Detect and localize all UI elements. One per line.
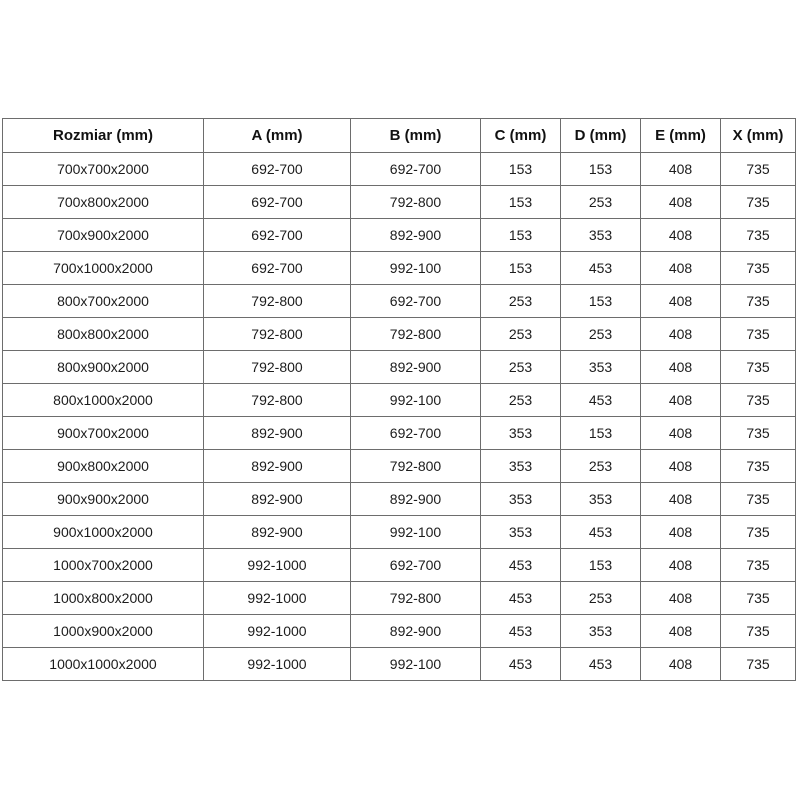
table-cell: 792-800	[351, 450, 481, 483]
table-cell: 692-700	[204, 153, 351, 186]
table-cell: 735	[721, 516, 796, 549]
table-cell: 408	[641, 384, 721, 417]
table-cell: 453	[561, 252, 641, 285]
table-cell: 792-800	[351, 318, 481, 351]
table-cell: 153	[561, 417, 641, 450]
table-cell: 800x800x2000	[3, 318, 204, 351]
table-cell: 735	[721, 318, 796, 351]
table-row	[3, 252, 796, 285]
table-cell: 700x800x2000	[3, 186, 204, 219]
column-header-x: X (mm)	[721, 119, 796, 153]
table-cell: 253	[481, 318, 561, 351]
size-table	[2, 118, 796, 681]
column-header-b: B (mm)	[351, 119, 481, 153]
table-cell: 892-900	[351, 615, 481, 648]
table-cell: 992-100	[351, 384, 481, 417]
table-cell: 892-900	[351, 351, 481, 384]
table-cell: 735	[721, 219, 796, 252]
table-cell: 900x900x2000	[3, 483, 204, 516]
table-cell: 253	[561, 186, 641, 219]
table-cell: 800x900x2000	[3, 351, 204, 384]
table-cell: 453	[481, 615, 561, 648]
table-cell: 408	[641, 615, 721, 648]
table-cell: 408	[641, 252, 721, 285]
table-cell: 408	[641, 648, 721, 681]
table-cell: 792-800	[204, 318, 351, 351]
table-cell: 735	[721, 615, 796, 648]
column-header-a: A (mm)	[204, 119, 351, 153]
table-cell: 408	[641, 219, 721, 252]
table-cell: 992-1000	[204, 549, 351, 582]
table-cell: 153	[481, 252, 561, 285]
table-cell: 735	[721, 186, 796, 219]
table-cell: 408	[641, 351, 721, 384]
table-cell: 792-800	[351, 186, 481, 219]
table-cell: 408	[641, 582, 721, 615]
table-row	[3, 450, 796, 483]
table-cell: 735	[721, 153, 796, 186]
table-cell: 408	[641, 549, 721, 582]
table-cell: 253	[561, 318, 641, 351]
table-cell: 892-900	[351, 483, 481, 516]
table-cell: 153	[481, 219, 561, 252]
table-cell: 153	[561, 549, 641, 582]
table-cell: 153	[561, 153, 641, 186]
table-row	[3, 186, 796, 219]
table-cell: 253	[561, 450, 641, 483]
table-cell: 1000x900x2000	[3, 615, 204, 648]
table-cell: 735	[721, 549, 796, 582]
size-table-container	[2, 118, 796, 681]
table-cell: 453	[561, 516, 641, 549]
table-cell: 453	[561, 648, 641, 681]
table-cell: 900x700x2000	[3, 417, 204, 450]
column-header-d: D (mm)	[561, 119, 641, 153]
table-cell: 900x800x2000	[3, 450, 204, 483]
table-row	[3, 615, 796, 648]
table-cell: 735	[721, 384, 796, 417]
table-cell: 453	[481, 582, 561, 615]
table-cell: 353	[561, 351, 641, 384]
table-cell: 800x1000x2000	[3, 384, 204, 417]
table-cell: 408	[641, 285, 721, 318]
table-cell: 892-900	[351, 219, 481, 252]
table-row	[3, 549, 796, 582]
table-cell: 692-700	[204, 252, 351, 285]
table-cell: 992-1000	[204, 615, 351, 648]
table-cell: 453	[561, 384, 641, 417]
table-cell: 692-700	[351, 417, 481, 450]
table-cell: 253	[481, 285, 561, 318]
table-cell: 253	[481, 384, 561, 417]
table-cell: 353	[481, 450, 561, 483]
table-row	[3, 351, 796, 384]
table-cell: 408	[641, 516, 721, 549]
table-row	[3, 153, 796, 186]
table-cell: 992-1000	[204, 582, 351, 615]
table-cell: 692-700	[351, 153, 481, 186]
table-cell: 735	[721, 252, 796, 285]
table-cell: 408	[641, 483, 721, 516]
table-cell: 892-900	[204, 516, 351, 549]
table-cell: 792-800	[204, 285, 351, 318]
table-cell: 992-100	[351, 252, 481, 285]
table-cell: 735	[721, 582, 796, 615]
table-cell: 692-700	[351, 549, 481, 582]
table-row	[3, 219, 796, 252]
table-cell: 700x700x2000	[3, 153, 204, 186]
column-header-rozmiar: Rozmiar (mm)	[3, 119, 204, 153]
table-cell: 992-100	[351, 516, 481, 549]
table-cell: 408	[641, 417, 721, 450]
table-cell: 253	[561, 582, 641, 615]
table-cell: 1000x700x2000	[3, 549, 204, 582]
table-cell: 700x900x2000	[3, 219, 204, 252]
table-cell: 253	[481, 351, 561, 384]
table-cell: 353	[481, 483, 561, 516]
table-cell: 992-100	[351, 648, 481, 681]
table-cell: 892-900	[204, 483, 351, 516]
table-cell: 353	[561, 219, 641, 252]
table-cell: 153	[481, 186, 561, 219]
table-cell: 408	[641, 450, 721, 483]
table-cell: 735	[721, 285, 796, 318]
table-row	[3, 417, 796, 450]
table-cell: 692-700	[204, 186, 351, 219]
table-row	[3, 318, 796, 351]
table-cell: 992-1000	[204, 648, 351, 681]
table-row	[3, 516, 796, 549]
table-cell: 892-900	[204, 450, 351, 483]
table-row	[3, 483, 796, 516]
table-cell: 800x700x2000	[3, 285, 204, 318]
table-cell: 353	[481, 417, 561, 450]
table-cell: 408	[641, 318, 721, 351]
table-cell: 700x1000x2000	[3, 252, 204, 285]
header-row	[3, 119, 796, 153]
table-cell: 735	[721, 351, 796, 384]
table-cell: 153	[481, 153, 561, 186]
table-cell: 692-700	[204, 219, 351, 252]
table-cell: 900x1000x2000	[3, 516, 204, 549]
table-cell: 408	[641, 153, 721, 186]
table-row	[3, 285, 796, 318]
table-cell: 353	[561, 615, 641, 648]
table-cell: 792-800	[204, 384, 351, 417]
table-cell: 735	[721, 417, 796, 450]
table-cell: 735	[721, 483, 796, 516]
table-cell: 353	[561, 483, 641, 516]
table-cell: 1000x1000x2000	[3, 648, 204, 681]
table-cell: 408	[641, 186, 721, 219]
table-cell: 153	[561, 285, 641, 318]
table-cell: 892-900	[204, 417, 351, 450]
table-cell: 692-700	[351, 285, 481, 318]
table-cell: 792-800	[204, 351, 351, 384]
table-row	[3, 384, 796, 417]
table-cell: 735	[721, 450, 796, 483]
table-row	[3, 648, 796, 681]
table-cell: 453	[481, 549, 561, 582]
table-row	[3, 582, 796, 615]
table-cell: 353	[481, 516, 561, 549]
column-header-e: E (mm)	[641, 119, 721, 153]
table-cell: 1000x800x2000	[3, 582, 204, 615]
table-cell: 453	[481, 648, 561, 681]
table-cell: 792-800	[351, 582, 481, 615]
column-header-c: C (mm)	[481, 119, 561, 153]
table-cell: 735	[721, 648, 796, 681]
